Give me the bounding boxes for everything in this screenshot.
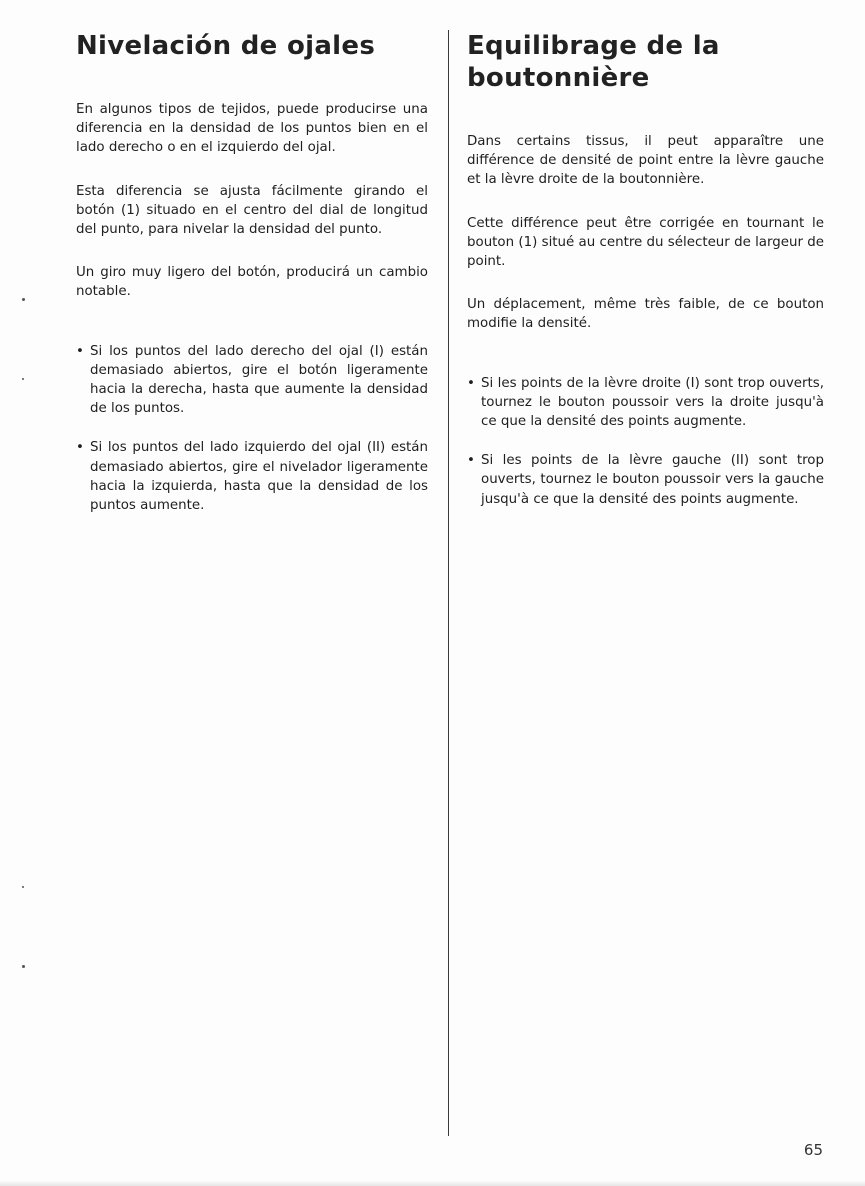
french-heading: Equilibrage de la boutonnière (467, 31, 720, 93)
french-bullet-1-text: Si les points de la lèvre droite (I) sont trop ouverts, tournez le bouton poussoir vers la droite jusqu'à ce que la densité des points augmente. (481, 375, 824, 430)
french-paragraph-1: Dans certains tissus, il peut apparaître une différence de densité de point entre la lèvre gauche et la lèvre droite de la boutonnière. (467, 134, 824, 188)
spanish-paragraph-2: Esta diferencia se ajusta fácilmente girando el botón (1) situado en el centro del dial de longitud del punto, para nivelar la densidad del punto. (76, 183, 428, 238)
spanish-paragraph-1: En algunos tipos de tejidos, puede producirse una diferencia en la densidad de los puntos bien en el lado derecho o en el izquierdo del ojal. (76, 102, 428, 156)
french-paragraph-2: Cette différence peut être corrigée en tournant le bouton (1) situé au centre du sélecteur de largeur de point. (467, 215, 824, 270)
spanish-heading: Nivelación de ojales (76, 31, 376, 61)
french-paragraph-3: Un déplacement, même très faible, de ce bouton modifie la densité. (467, 297, 824, 332)
spanish-bullet-1 (76, 342, 428, 419)
margin-speck (22, 886, 24, 888)
spanish-paragraph-3: Un giro muy ligero del botón, producirá un cambio notable. (76, 265, 428, 300)
column-divider (448, 30, 449, 1136)
bullet-icon: • (467, 453, 475, 469)
spanish-bullet-1-text: Si los puntos del lado derecho del ojal (I) están demasiado abiertos, gire el botón ligeramente hacia la derecha, hasta que aumente la densidad de los puntos. (90, 343, 428, 417)
spanish-bullet-list (76, 342, 428, 516)
bullet-icon: • (76, 343, 84, 359)
french-column (467, 30, 824, 529)
spanish-bullet-2-text: Si los puntos del lado izquierdo del ojal (II) están demasiado abiertos, gire el nivelador ligeramente hacia la izquierda, hasta que la densidad de los puntos aumente. (90, 440, 428, 514)
page-bottom-edge (0, 1180, 865, 1186)
margin-speck (22, 965, 25, 968)
bullet-icon: • (76, 440, 84, 456)
french-bullet-2-text: Si les points de la lèvre gauche (II) sont trop ouverts, tournez le bouton poussoir vers la gauche jusqu'à ce que la densité des points augmente. (481, 453, 824, 507)
spanish-column (76, 30, 428, 535)
page-number: 65 (803, 1141, 823, 1159)
french-bullet-1 (467, 374, 824, 432)
margin-speck (22, 298, 25, 301)
spanish-bullet-2 (76, 438, 428, 515)
french-bullet-list (467, 374, 824, 509)
french-bullet-2 (467, 451, 824, 509)
bullet-icon: • (467, 375, 475, 391)
margin-speck (22, 378, 24, 380)
